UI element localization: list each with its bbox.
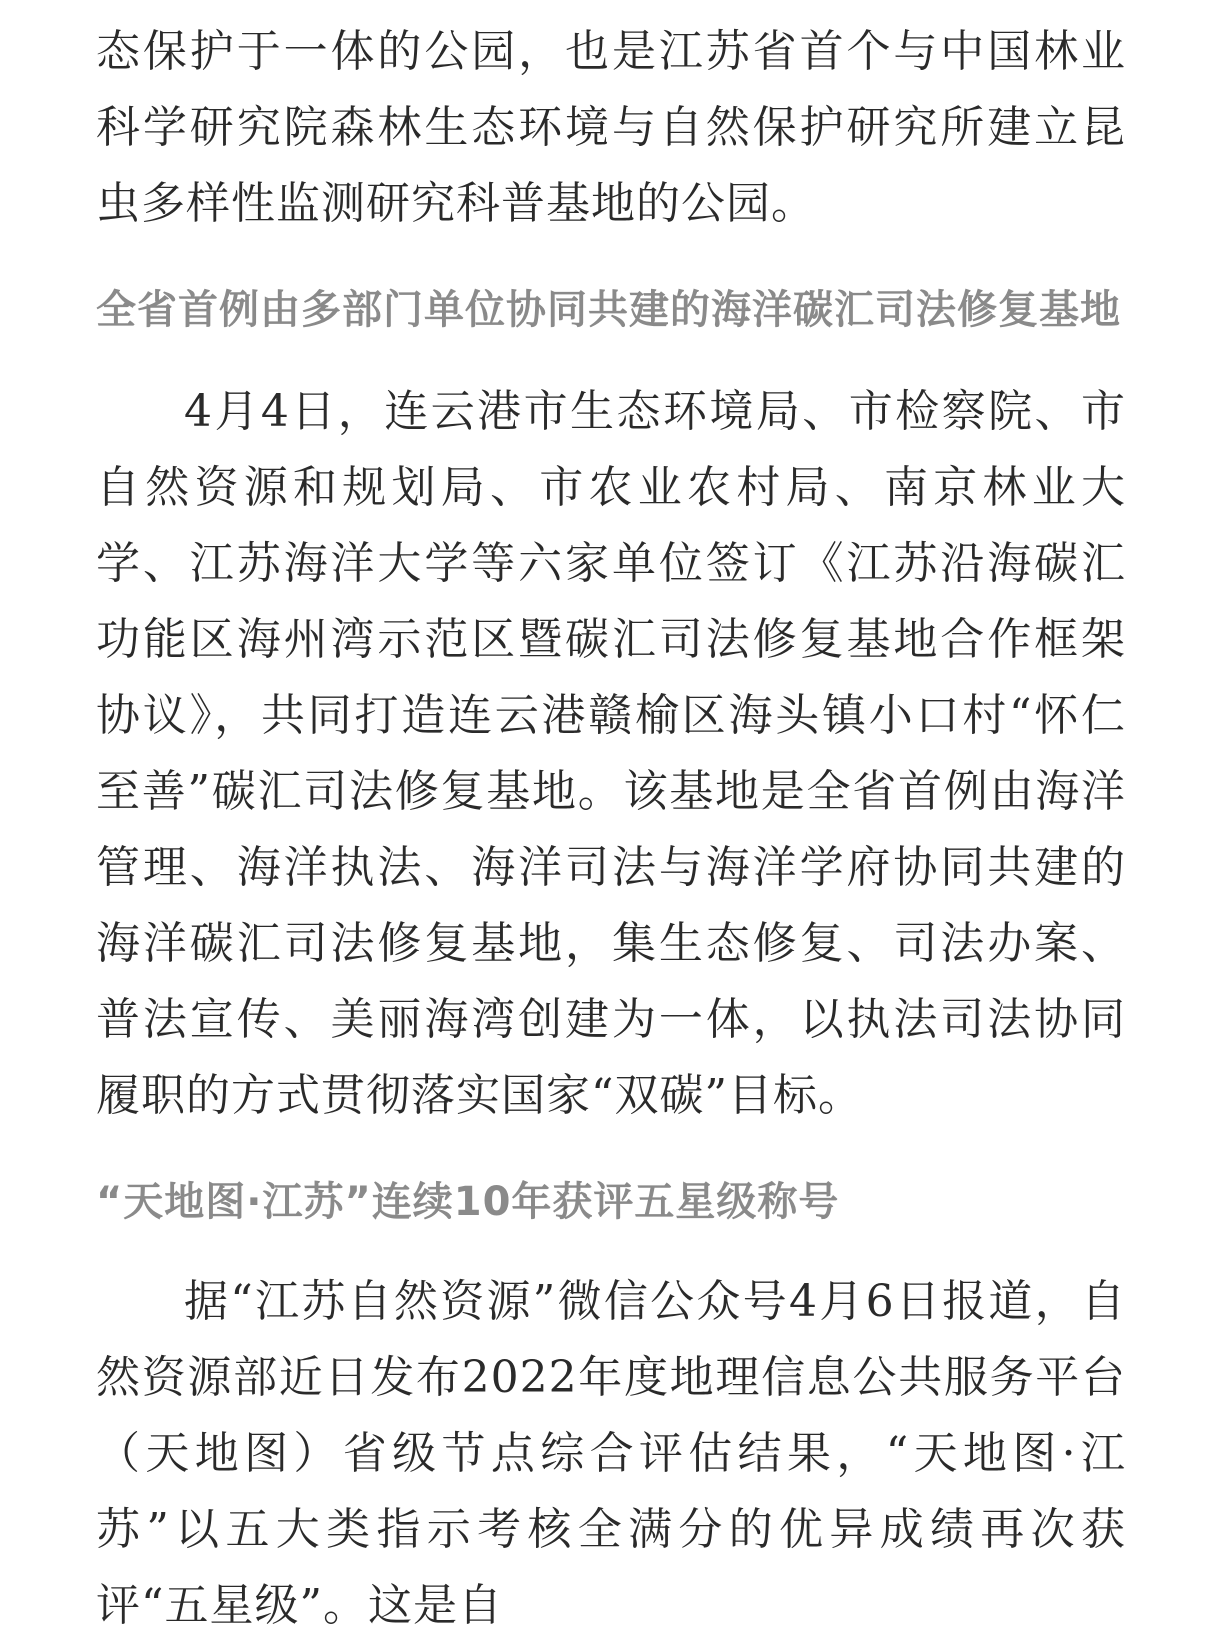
paragraph-park-intro: 态保护于一体的公园，也是江苏省首个与中国林业科学研究院森林生态环境与自然保护研究所建立昆虫多样性监测研究科普基地的公园。 xyxy=(96,26,1126,229)
heading-tianditu-jiangsu: “天地图·江苏”连续10年获评五星级称号 xyxy=(96,1179,840,1225)
paragraph-tianditu-jiangsu: 据“江苏自然资源”微信公众号4月6日报道，自然资源部近日发布2022年度地理信息公共服务平台（天地图）省级节点综合评估结果，“天地图·江苏”以五大类指示考核全满分的优异成绩再次获评“五星级”。这是自 xyxy=(96,1276,1126,1631)
heading-carbon-sink-base: 全省首例由多部门单位协同共建的海洋碳汇司法修复基地 xyxy=(96,287,1121,333)
document-page xyxy=(96,14,1126,1644)
paragraph-carbon-sink-base: 4月4日，连云港市生态环境局、市检察院、市自然资源和规划局、市农业农村局、南京林业大学、江苏海洋大学等六家单位签订《江苏沿海碳汇功能区海州湾示范区暨碳汇司法修复基地合作框架协议》，共同打造连云港赣榆区海头镇小口村“怀仁至善”碳汇司法修复基地。该基地是全省首例由海洋管理、海洋执法、海洋司法与海洋学府协同共建的海洋碳汇司法修复基地，集生态修复、司法办案、普法宣传、美丽海湾创建为一体，以执法司法协同履职的方式贯彻落实国家“双碳”目标。 xyxy=(96,386,1126,1121)
